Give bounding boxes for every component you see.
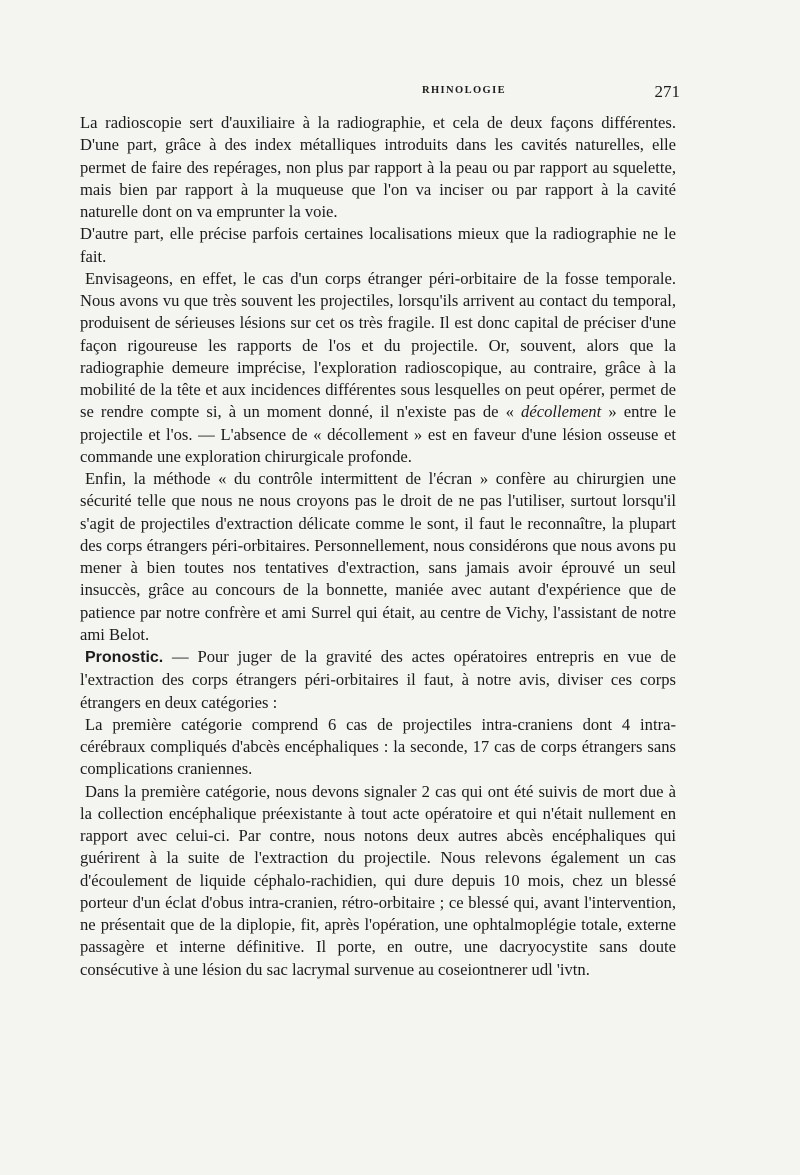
pronostic-text: — Pour juger de la gravité des actes opératoires entrepris en vue de l'extraction des corps étrangers péri-orbitaires il faut, à notre avis, diviser ces corps étrangers en deux catégories : [80, 647, 676, 712]
running-head [80, 82, 680, 102]
paragraph-envisageons-text-a: Envisageons, en effet, le cas d'un corps étranger péri-orbitaire de la fosse temporale. Nous avons vu que très souvent les projectiles, lorsqu'ils arrivent au contact du temporal, produisent de sérieuses lésions sur cet os très fragile. Il est donc capital de préciser d'une façon rigoureuse les rapports de l'os et du projectile. Or, souvent, alors que la radiographie demeure imprécise, l'exploration radioscopique, au contraire, grâce à la mobilité de la tête et aux incidences différentes sous lesquelles on peut opérer, permet de se rendre compte si, à un moment donné, il n'existe pas de « [80, 268, 676, 422]
paragraph-envisageons-text-b: » entre le projectile et l'os. — L'absence de « décollement » est en faveur d'une lésion osseuse et commande une exploration chirurgicale profonde. [80, 402, 676, 466]
paragraph-radioscopie: La radioscopie sert d'auxiliaire à la radiographie, et cela de deux façons différentes. D'une part, grâce à des index métalliques introduits dans les cavités naturelles, elle permet de faire des repérages, non plus par rapport à la peau ou par rapport au squelette, mais bien par rapport à la muqueuse que l'on va inciser ou par rapport à la cavité naturelle dont on va emprunter la voie. [80, 113, 676, 221]
paragraph-envisageons [80, 268, 676, 468]
pronostic-heading: Pronostic. [85, 649, 164, 666]
paragraph-dans-la-premiere: Dans la première catégorie, nous devons signaler 2 cas qui ont été suivis de mort due à la collection encéphalique préexistante à tout acte opératoire et qui n'était nullement en rapport avec celui-ci. Par contre, nous notons deux autres abcès encéphaliques qui guérirent à la suite de l'extraction du projectile. Nous relevons également un cas d'écoulement de liquide céphalo-rachidien, qui dure depuis 10 mois, chez un blessé porteur d'un éclat d'obus intra-cranien, rétro-orbitaire ; ce blessé qui, avant l'intervention, ne présentait que de la diplopie, fit, après l'opération, une ophtalmoplégie totale, externe passagère et interne définitive. Il porte, en outre, une dacryocystite sans doute consécutive à une lésion du sac lacrymal survenue au coseiontnerer udl 'ivtn. [80, 781, 676, 979]
page-number: 271 [654, 82, 680, 101]
paragraph-pronostic [80, 646, 676, 714]
section-title: RHINOLOGIE [422, 85, 507, 96]
paragraph-enfin: Enfin, la méthode « du contrôle intermittent de l'écran » confère au chirurgien une sécurité telle que nous ne nous croyons pas le droit de ne pas l'utiliser, surtout lorsqu'il s'agit de projectiles d'extraction délicate comme le sont, il faut le reconnaître, la plupart des corps étrangers péri-orbitaires. Personnellement, nous considérons que nous avons pu mener à bien toutes nos tentatives d'extraction, sans jamais avoir éprouvé un seul insuccès, grâce au concours de la bonnette, maniée avec autant d'expérience que de patience par notre confrère et ami Surrel qui était, au centre de Vichy, l'assistant de notre ami Belot. [80, 469, 676, 644]
body-text [80, 112, 676, 981]
italic-term-decollement: décollement [521, 402, 602, 422]
paragraph-autre-part: D'autre part, elle précise parfois certaines localisations mieux que la radiographie ne le fait. [80, 224, 676, 266]
paragraph-premiere-categorie: La première catégorie comprend 6 cas de projectiles intra-craniens dont 4 intra-cérébraux compliqués d'abcès encéphaliques : la seconde, 17 cas de corps étrangers sans complications craniennes. [80, 714, 676, 779]
